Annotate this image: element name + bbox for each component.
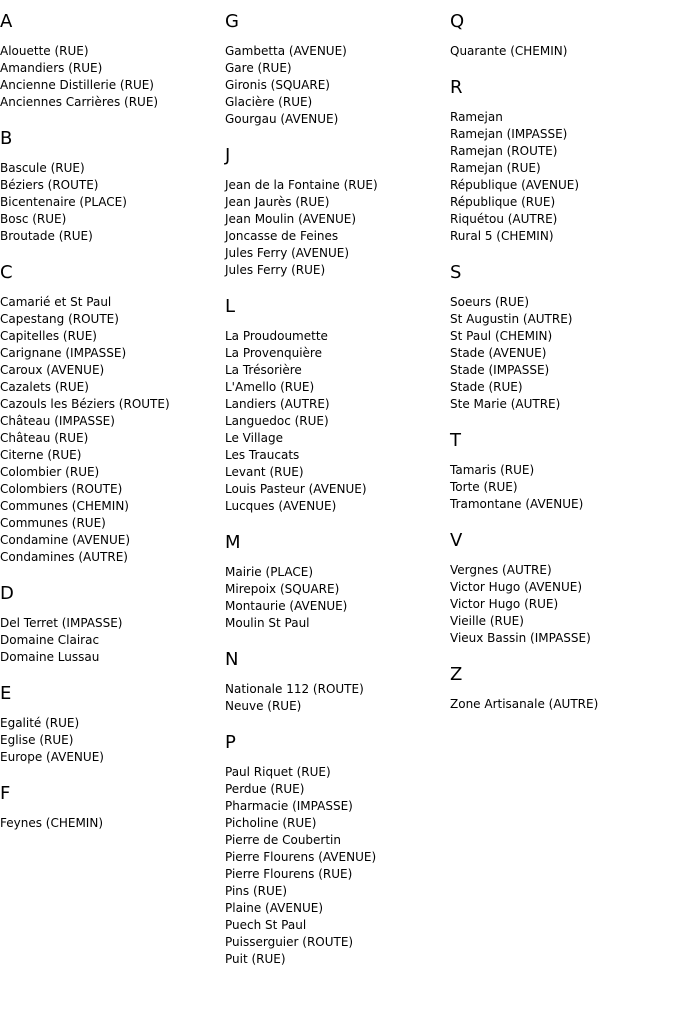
street-name: Jean Jaurès (RUE) — [225, 195, 330, 209]
street-list — [225, 564, 445, 632]
street-name: Landiers (AUTRE) — [225, 397, 330, 411]
street-name: Jules Ferry (AVENUE) — [225, 246, 350, 260]
street-name: Perdue (RUE) — [225, 782, 305, 796]
street-name: Ramejan (ROUTE) — [450, 144, 558, 158]
section-letter-heading: V — [450, 530, 463, 551]
letter-section-e — [0, 683, 220, 766]
index-column-2 — [225, 11, 445, 968]
street-name: Le Village — [225, 431, 283, 445]
street-list — [450, 43, 670, 60]
street-list — [450, 462, 670, 513]
street-list — [0, 294, 220, 566]
street-name: Caroux (AVENUE) — [0, 363, 105, 377]
street-name: Domaine Lussau — [0, 650, 100, 664]
letter-section-a — [0, 11, 220, 111]
street-list — [450, 562, 670, 647]
street-name: Capestang (ROUTE) — [0, 312, 119, 326]
street-name: Gourgau (AVENUE) — [225, 112, 339, 126]
street-name: Bicentenaire (PLACE) — [0, 195, 127, 209]
section-letter-heading: F — [0, 783, 11, 804]
street-name: Pins (RUE) — [225, 884, 288, 898]
street-name: La Proudoumette — [225, 329, 328, 343]
street-name: Château (RUE) — [0, 431, 89, 445]
street-name: Victor Hugo (RUE) — [450, 597, 559, 611]
street-list — [0, 815, 220, 832]
street-name: L'Amello (RUE) — [225, 380, 315, 394]
street-name: Levant (RUE) — [225, 465, 304, 479]
section-letter-heading: P — [225, 732, 236, 753]
street-name: Europe (AVENUE) — [0, 750, 104, 764]
street-name: Broutade (RUE) — [0, 229, 93, 243]
street-name: Victor Hugo (AVENUE) — [450, 580, 583, 594]
section-letter-heading: L — [225, 296, 236, 317]
street-name: Nationale 112 (ROUTE) — [225, 682, 364, 696]
letter-section-l — [225, 296, 445, 515]
street-name: Rural 5 (CHEMIN) — [450, 229, 554, 243]
street-list — [0, 160, 220, 245]
street-list — [450, 109, 670, 245]
street-name: Pierre Flourens (RUE) — [225, 867, 353, 881]
street-name: Torte (RUE) — [450, 480, 518, 494]
street-name: République (RUE) — [450, 195, 556, 209]
letter-section-n — [225, 649, 445, 715]
street-name: Cazalets (RUE) — [0, 380, 89, 394]
letter-section-c — [0, 262, 220, 566]
street-name: Bascule (RUE) — [0, 161, 85, 175]
street-name: Joncasse de Feines — [225, 229, 339, 243]
street-name: La Provenquière — [225, 346, 322, 360]
street-name: Soeurs (RUE) — [450, 295, 530, 309]
section-letter-heading: M — [225, 532, 241, 553]
street-list — [450, 294, 670, 413]
street-list — [225, 43, 445, 128]
section-letter-heading: D — [0, 583, 14, 604]
letter-section-m — [225, 532, 445, 632]
street-name: Communes (RUE) — [0, 516, 106, 530]
street-name: Puech St Paul — [225, 918, 307, 932]
letter-section-f — [0, 783, 220, 832]
street-name: Vergnes (AUTRE) — [450, 563, 552, 577]
street-name: St Augustin (AUTRE) — [450, 312, 573, 326]
street-name: Ancienne Distillerie (RUE) — [0, 78, 154, 92]
street-name: Picholine (RUE) — [225, 816, 317, 830]
letter-section-s — [450, 262, 670, 413]
street-name: Capitelles (RUE) — [0, 329, 97, 343]
street-name: Stade (RUE) — [450, 380, 523, 394]
section-letter-heading: R — [450, 77, 463, 98]
letter-section-v — [450, 530, 670, 647]
index-column-1 — [0, 11, 220, 832]
letter-section-r — [450, 77, 670, 245]
street-name: Jules Ferry (RUE) — [225, 263, 326, 277]
street-name: Gambetta (AVENUE) — [225, 44, 347, 58]
street-name: Jean Moulin (AVENUE) — [225, 212, 357, 226]
street-name: Zone Artisanale (AUTRE) — [450, 697, 599, 711]
street-name: Château (IMPASSE) — [0, 414, 115, 428]
street-name: Alouette (RUE) — [0, 44, 89, 58]
street-name: Condamines (AUTRE) — [0, 550, 128, 564]
street-name: Eglise (RUE) — [0, 733, 74, 747]
street-name: Cazouls les Béziers (ROUTE) — [0, 397, 170, 411]
street-name: Mairie (PLACE) — [225, 565, 314, 579]
section-letter-heading: G — [225, 11, 239, 32]
section-letter-heading: Q — [450, 11, 465, 32]
street-name: Moulin St Paul — [225, 616, 310, 630]
letter-section-b — [0, 128, 220, 245]
street-name: Ste Marie (AUTRE) — [450, 397, 561, 411]
letter-section-p — [225, 732, 445, 968]
street-name: Vieux Bassin (IMPASSE) — [450, 631, 591, 645]
section-letter-heading: J — [225, 145, 231, 166]
street-name: Riquétou (AUTRE) — [450, 212, 558, 226]
letter-section-t — [450, 430, 670, 513]
street-name: Colombier (RUE) — [0, 465, 100, 479]
street-name: Stade (AVENUE) — [450, 346, 547, 360]
street-name: Puit (RUE) — [225, 952, 286, 966]
street-name: Condamine (AVENUE) — [0, 533, 131, 547]
street-name: Ramejan — [450, 110, 503, 124]
street-list — [225, 764, 445, 968]
street-name: Quarante (CHEMIN) — [450, 44, 568, 58]
street-name: Vieille (RUE) — [450, 614, 524, 628]
street-name: Bosc (RUE) — [0, 212, 67, 226]
street-name: Languedoc (RUE) — [225, 414, 329, 428]
street-name: Paul Riquet (RUE) — [225, 765, 331, 779]
letter-section-d — [0, 583, 220, 666]
street-list — [0, 615, 220, 666]
street-name: Montaurie (AVENUE) — [225, 599, 348, 613]
section-letter-heading: A — [0, 11, 13, 32]
street-name: Gironis (SQUARE) — [225, 78, 330, 92]
street-name: Carignane (IMPASSE) — [0, 346, 127, 360]
street-name: Egalité (RUE) — [0, 716, 80, 730]
street-name: Plaine (AVENUE) — [225, 901, 323, 915]
street-name: Camarié et St Paul — [0, 295, 112, 309]
street-name: Les Traucats — [225, 448, 300, 462]
street-name: Feynes (CHEMIN) — [0, 816, 104, 830]
street-name: Anciennes Carrières (RUE) — [0, 95, 159, 109]
street-list — [225, 681, 445, 715]
section-letter-heading: C — [0, 262, 13, 283]
street-name: Lucques (AVENUE) — [225, 499, 337, 513]
street-name: Louis Pasteur (AVENUE) — [225, 482, 367, 496]
street-name: Communes (CHEMIN) — [0, 499, 129, 513]
street-name: Del Terret (IMPASSE) — [0, 616, 123, 630]
street-name: Mirepoix (SQUARE) — [225, 582, 340, 596]
section-letter-heading: Z — [450, 664, 463, 685]
street-name: Puisserguier (ROUTE) — [225, 935, 354, 949]
street-name: Ramejan (RUE) — [450, 161, 541, 175]
street-name: Pharmacie (IMPASSE) — [225, 799, 353, 813]
street-list — [0, 715, 220, 766]
street-name: Domaine Clairac — [0, 633, 100, 647]
street-name: Tramontane (AVENUE) — [450, 497, 584, 511]
street-name: Tamaris (RUE) — [450, 463, 535, 477]
street-name: Amandiers (RUE) — [0, 61, 103, 75]
letter-section-g — [225, 11, 445, 128]
section-letter-heading: E — [0, 683, 12, 704]
section-letter-heading: B — [0, 128, 13, 149]
street-name: Glacière (RUE) — [225, 95, 313, 109]
index-column-3 — [450, 11, 670, 713]
street-name: Jean de la Fontaine (RUE) — [225, 178, 378, 192]
letter-section-j — [225, 145, 445, 279]
street-name: Stade (IMPASSE) — [450, 363, 550, 377]
street-name: Béziers (ROUTE) — [0, 178, 99, 192]
street-name: République (AVENUE) — [450, 178, 580, 192]
street-name: St Paul (CHEMIN) — [450, 329, 553, 343]
section-letter-heading: N — [225, 649, 239, 670]
section-letter-heading: T — [450, 430, 461, 451]
street-name: Ramejan (IMPASSE) — [450, 127, 568, 141]
street-name: Pierre de Coubertin — [225, 833, 341, 847]
street-name: Citerne (RUE) — [0, 448, 82, 462]
street-name: Pierre Flourens (AVENUE) — [225, 850, 377, 864]
street-name: Colombiers (ROUTE) — [0, 482, 123, 496]
letter-section-z — [450, 664, 670, 713]
street-name: Gare (RUE) — [225, 61, 292, 75]
street-list — [450, 696, 670, 713]
street-name: Neuve (RUE) — [225, 699, 302, 713]
street-name: La Trésorière — [225, 363, 302, 377]
street-list — [225, 177, 445, 279]
section-letter-heading: S — [450, 262, 462, 283]
street-list — [225, 328, 445, 515]
letter-section-q — [450, 11, 670, 60]
street-list — [0, 43, 220, 111]
